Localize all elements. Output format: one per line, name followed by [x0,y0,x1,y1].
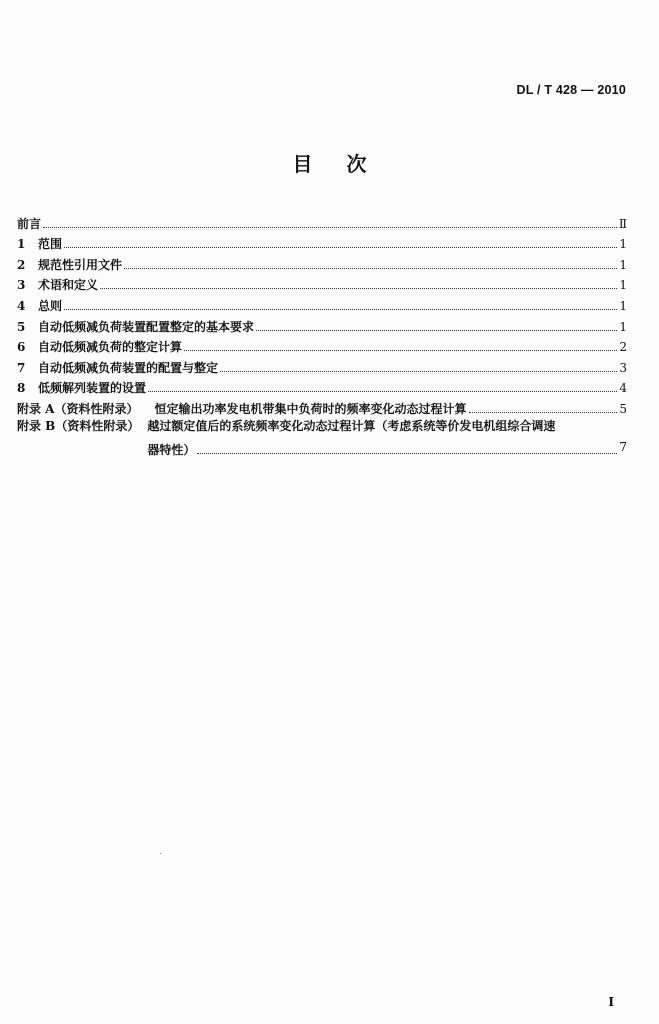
toc-entry-page: 2 [619,340,627,355]
toc-entry-text: 自动低频减负荷装置的配置与整定 [38,360,219,375]
dot-leader [148,387,617,392]
toc-entry-number: 4 [17,298,26,313]
dot-leader [184,346,617,351]
toc-entry-text: 越过额定值后的系统频率变化动态过程计算（考虑系统等价发电机组综合调速 [147,418,556,433]
page-number: I [608,995,614,1009]
dot-leader [100,284,617,289]
toc-entry-text: 术语和定义 [38,278,99,293]
toc-entry-page: 1 [619,257,627,272]
toc-entry-1[interactable] [17,231,627,252]
toc-entry-6[interactable] [17,334,627,355]
dot-leader [64,243,617,248]
toc-entry-7[interactable] [17,354,627,375]
toc-entry-page: 3 [619,360,627,375]
toc-entry-text: 自动低频减负荷装置配置整定的基本要求 [38,319,255,334]
toc-entry-page: 1 [619,319,627,334]
document-code: DL / T 428 — 2010 [516,83,626,97]
toc-entry-number: 2 [17,257,26,272]
dot-leader [469,408,617,413]
toc-entry-4[interactable] [17,292,627,313]
toc-entry-page: 1 [619,278,627,293]
toc-entry-page: Ⅱ [618,216,627,231]
dot-leader [124,264,617,269]
toc-entry-number: 5 [17,319,26,334]
toc-entry-page: 1 [619,298,627,313]
toc-entry-preface[interactable] [17,210,627,231]
toc-entry-number: 3 [17,278,26,293]
dot-leader [43,223,617,228]
toc-entry-text: 总则 [38,298,63,313]
page-title: 目次 [292,152,401,176]
toc-entry-page: 1 [619,237,627,252]
toc-entry-page: 7 [619,439,627,454]
appendix-label: 附录 A（资料性附录） [17,401,139,416]
toc-entry-text: 恒定输出功率发电机带集中负荷时的频率变化动态过程计算 [154,401,467,416]
toc-entry-number: 8 [17,381,26,396]
toc-entry-page: 4 [619,381,627,396]
scan-speck [160,853,161,854]
appendix-label: 附录 B（资料性附录） [17,418,140,433]
toc-entry-appendix-b[interactable] [17,416,627,457]
dot-leader [64,305,617,310]
toc-entry-5[interactable] [17,313,627,334]
table-of-contents [17,210,627,457]
dot-leader [220,367,617,372]
toc-entry-text-continued: 器特性） [147,443,196,458]
toc-entry-3[interactable] [17,272,627,293]
toc-entry-page: 5 [619,401,627,416]
toc-entry-number: 1 [17,237,26,252]
dot-leader [197,449,617,454]
dot-leader [256,326,617,331]
toc-entry-number: 6 [17,340,26,355]
toc-entry-appendix-a[interactable] [17,395,627,416]
toc-entry-8[interactable] [17,375,627,396]
toc-entry-text: 低频解列装置的设置 [38,381,147,396]
toc-entry-number: 7 [17,360,26,375]
toc-entry-text: 范围 [38,237,63,252]
toc-entry-text: 自动低频减负荷的整定计算 [38,340,183,355]
toc-entry-text: 规范性引用文件 [38,257,123,272]
toc-entry-2[interactable] [17,251,627,272]
toc-entry-text: 前言 [17,216,42,231]
